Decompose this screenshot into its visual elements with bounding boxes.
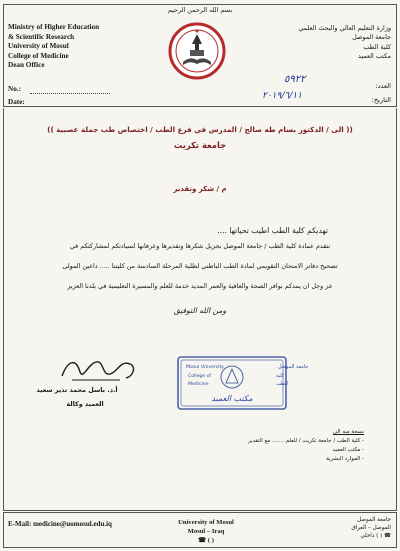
date-value: ٢٠١٩/٦/١١ xyxy=(262,91,302,101)
header-en-line: University of Mosul xyxy=(8,42,69,51)
footer-en-line: University of Mosul xyxy=(178,519,234,526)
copies-list xyxy=(214,428,364,464)
number-label-ar: العدد: xyxy=(375,82,391,90)
header-en-line: College of Medicine xyxy=(8,51,69,60)
stamp-bottom: مكتب العميد xyxy=(211,394,253,403)
footer-en-line: Mosul – Iraq xyxy=(187,528,225,535)
header-ar-line: جامعة الموصل xyxy=(352,33,391,42)
stamp-ar-line: كلية xyxy=(276,373,285,379)
addressee-line: (( الى / الدكتور بسام طه صالح / المدرس في فرع الطب / اختصاص طب جملة عصبية )) xyxy=(47,125,353,134)
basmala: بسم الله الرحمن الرحيم xyxy=(167,6,233,14)
header-ar-line: وزارة التعليم العالي والبحث العلمي xyxy=(298,24,391,32)
stamp-en-line: Medicine xyxy=(188,382,209,387)
stamp-ar-line: جامعة الموصل xyxy=(278,364,309,370)
header-en-line: Ministry of Higher Education xyxy=(8,23,100,31)
copies-item: - الموارد البشرية xyxy=(326,456,364,462)
footer-email: E-Mail: medicine@uomosul.edu.iq xyxy=(8,520,112,528)
footer-ar-line: الموصل – العراق xyxy=(351,525,391,531)
closing-phrase: ومن الله التوفيق xyxy=(173,306,227,315)
header-ar-line: كلية الطب xyxy=(363,42,391,51)
header-ar-line: مكتب العميد xyxy=(358,52,391,61)
subject-line: م / شكر وتقدير xyxy=(173,185,227,193)
copies-title: نسخة منه الى xyxy=(332,429,364,435)
addressee-institution: جامعة تكريت xyxy=(173,140,227,150)
stamp-en-line: College of xyxy=(188,374,212,379)
copies-item: - مكتب العميد xyxy=(332,447,364,453)
stamp-ar-line: الطب xyxy=(276,381,288,387)
header-arabic-block xyxy=(261,24,391,62)
signatory-name: أ.د. باسل محمد نذير سعيد xyxy=(36,386,118,394)
footer-en-line: ☎ ( ) xyxy=(198,537,214,544)
stamp-en-line: Mosul University xyxy=(186,365,224,370)
signature-scribble xyxy=(58,354,140,384)
date-label-ar: التاريخ: xyxy=(371,96,391,104)
footer-ar-line: ☎ ( ) داخلي xyxy=(360,533,391,539)
date-label: Date: xyxy=(8,98,25,106)
copies-item: - كلية الطب / جامعة تكريت / للعلم ....... مع التقدير xyxy=(248,438,364,444)
paragraph-line: نتقدم عمادة كلية الطب / جامعة الموصل بجزيل شكرها وتقديرها وعرفانها لسيادتكم لمشاركتكم في xyxy=(69,242,331,250)
greeting: تهديكم كلية الطب اطيب تحياتها .... xyxy=(217,226,328,235)
number-value: ٥٩٢٢ xyxy=(284,74,306,85)
no-line xyxy=(30,93,110,94)
paragraph-line: تصحيح دفاتر الامتحان التقويمي لمادة الطب الباطني لطلبة المرحلة السادسة من كليتنا ..... داعين المولى xyxy=(62,262,338,270)
no-label: No.: xyxy=(8,85,21,93)
paragraph-line: عز وجل ان يمدكم بوافر الصحة والعافية والعمر المديد خدمة للعلم والمسيرة التعليمية في بلدنا العزيز xyxy=(67,282,333,290)
header-en-line: Dean Office xyxy=(8,61,45,70)
signatory-title: العميد وكالة xyxy=(66,400,104,408)
university-logo xyxy=(168,22,226,80)
header-en-line: & Scientific Research xyxy=(8,32,75,41)
footer-address-en xyxy=(170,518,242,545)
footer-address-ar xyxy=(271,516,391,540)
header-english-block xyxy=(8,23,158,71)
footer-ar-line: جامعة الموصل xyxy=(356,517,391,523)
college-stamp xyxy=(176,355,309,411)
